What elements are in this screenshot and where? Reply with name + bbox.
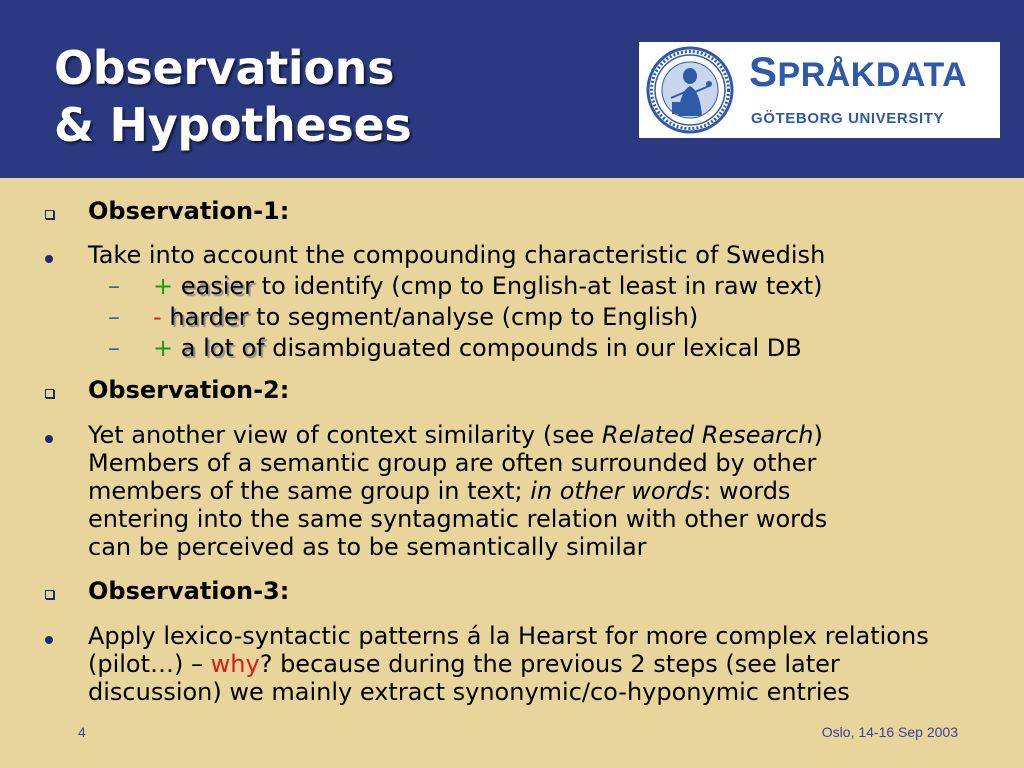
- dash-bullet-icon: –: [108, 272, 120, 300]
- why-highlight: why: [210, 650, 260, 678]
- observation-2-text-row: [40, 421, 1000, 561]
- related-research-emphasis: Related Research: [601, 421, 814, 449]
- dash-bullet-icon: –: [108, 334, 120, 362]
- observation-3-heading: Observation-3:: [88, 577, 290, 605]
- slide-body: [40, 197, 1000, 706]
- logo-name: [749, 48, 967, 96]
- text-line: entering into the same syntagmatic relation with other words: [88, 505, 828, 533]
- observation-3-heading-row: [40, 577, 1000, 605]
- text-segment: : words: [703, 477, 791, 505]
- text-line: Apply lexico-syntactic patterns á la Hearst for more complex relations: [88, 622, 929, 650]
- observation-1-item-3: [40, 334, 1000, 362]
- sprakdata-logo: [639, 42, 1000, 138]
- observation-2-heading-row: [40, 376, 1000, 404]
- observation-1-heading: Observation-1:: [88, 197, 290, 225]
- logo-name-initial: S: [749, 48, 778, 95]
- round-bullet-icon: [40, 622, 53, 650]
- title-banner: [0, 0, 1024, 178]
- observation-1-item-2: [40, 303, 1000, 331]
- university-seal-icon: [645, 46, 735, 134]
- item-text: disambiguated compounds in our lexical DB: [264, 334, 802, 362]
- text-segment: members of the same group in text;: [88, 477, 531, 505]
- observation-3-text-row: [40, 622, 1000, 706]
- minus-sign: -: [153, 303, 162, 331]
- dash-bullet-icon: –: [108, 303, 120, 331]
- item-text: to identify (cmp to English-at least in raw text): [254, 272, 823, 300]
- logo-name-rest: PRÅKDATA: [777, 56, 968, 94]
- round-bullet-icon: [40, 241, 53, 269]
- observation-1-text: Take into account the compounding characteristic of Swedish: [88, 241, 826, 269]
- observation-1-item-1: [40, 272, 1000, 300]
- text-line: can be perceived as to be semantically similar: [88, 533, 647, 561]
- item-keyword: easier: [180, 272, 255, 300]
- observation-3-text: [88, 622, 1000, 706]
- text-segment: ): [813, 421, 823, 449]
- observation-1-heading-row: [40, 197, 1000, 225]
- page-number: 4: [78, 724, 86, 740]
- slide-title: [54, 40, 411, 154]
- title-line-2: & Hypotheses: [54, 98, 412, 152]
- round-bullet-icon: [40, 421, 53, 449]
- plus-sign: +: [153, 334, 174, 362]
- square-bullet-icon: [40, 197, 54, 225]
- text-segment: Yet another view of context similarity (see: [88, 421, 602, 449]
- text-segment: ? because during the previous 2 steps (see later: [259, 650, 840, 678]
- observation-1-text-row: [40, 241, 1000, 269]
- item-keyword: harder: [169, 303, 249, 331]
- plus-sign: +: [153, 272, 174, 300]
- text-line: Members of a semantic group are often surrounded by other: [88, 449, 817, 477]
- text-segment: (pilot…) –: [88, 650, 211, 678]
- item-text: to segment/analyse (cmp to English): [248, 303, 699, 331]
- logo-subtitle: GÖTEBORG UNIVERSITY: [751, 110, 945, 127]
- title-line-1: Observations: [54, 41, 395, 95]
- text-line: discussion) we mainly extract synonymic/co-hyponymic entries: [88, 678, 850, 706]
- square-bullet-icon: [40, 376, 54, 404]
- item-keyword: a lot of: [180, 334, 265, 362]
- observation-2-text: [88, 421, 1000, 561]
- footer-location-date: Oslo, 14-16 Sep 2003: [821, 724, 958, 740]
- in-other-words-emphasis: in other words: [530, 477, 704, 505]
- observation-2-heading: Observation-2:: [88, 376, 290, 404]
- square-bullet-icon: [40, 577, 54, 605]
